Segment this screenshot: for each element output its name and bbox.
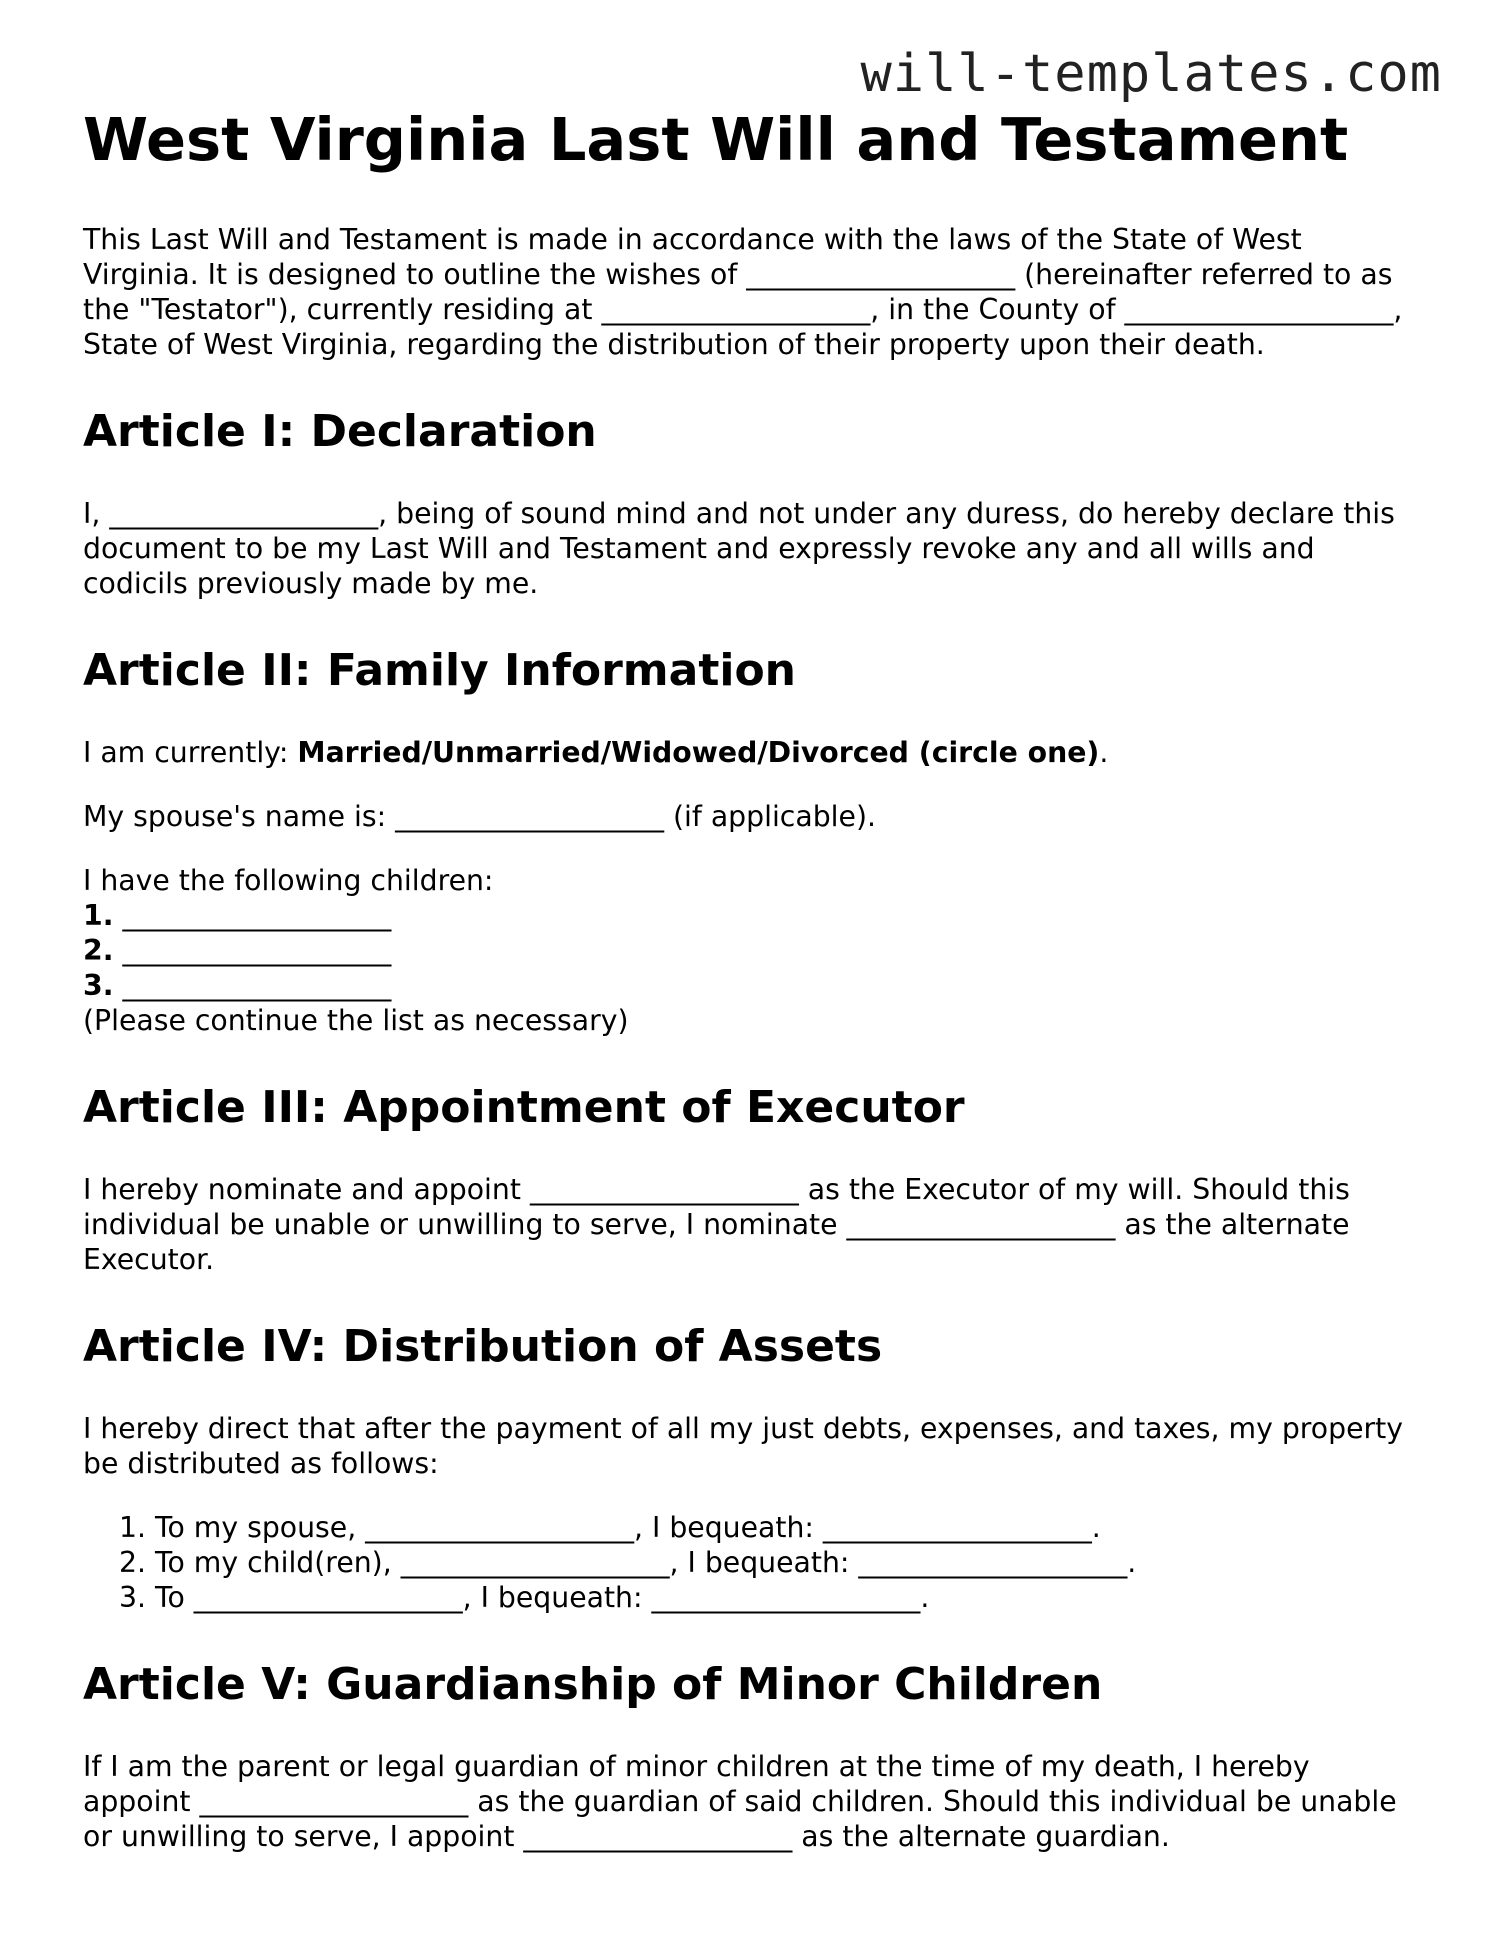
watermark: will-templates.com: [860, 44, 1442, 104]
article-5-heading: Article V: Guardianship of Minor Children: [83, 1659, 1103, 1710]
document-title: West Virginia Last Will and Testament: [83, 105, 1349, 174]
article-5-text: If I am the parent or legal guardian of minor children at the time of my death, I hereby appoint ___________________ as the guardian of said children. Should this individual be unable or unwilling to serve, I appoint ___________________ as the alternate guardian.: [83, 1750, 1397, 1853]
children-intro: I have the following children:: [83, 864, 494, 897]
child-item: [83, 898, 1423, 933]
article-3-heading: Article III: Appointment of Executor: [83, 1082, 965, 1133]
child-number: 1.: [83, 899, 114, 932]
marital-status-prefix: I am currently:: [83, 736, 298, 769]
document-body: [83, 100, 1423, 1896]
child-item: [83, 933, 1423, 968]
article-4-heading: Article IV: Distribution of Assets: [83, 1321, 883, 1372]
list-item-number: 2.: [119, 1546, 146, 1579]
asset-distribution-list: [83, 1510, 1423, 1615]
intro-paragraph: This Last Will and Testament is made in accordance with the laws of the State of West Virginia. It is designed to outline the wishes of ___________________ (hereinafter referred to as the "Testator"), currently residing at ___________________, in the County of ___________________, State of West Virginia, regarding the distribution of their property upon their death.: [83, 223, 1403, 361]
list-item-text: To my spouse, ___________________, I bequeath: ___________________.: [155, 1511, 1101, 1544]
child-blank: ___________________: [122, 934, 392, 967]
article-1-text: I, ___________________, being of sound mind and not under any duress, do hereby declare this document to be my Last Will and Testament and expressly revoke any and all wills and codicils previously made by me.: [83, 497, 1395, 600]
children-note: (Please continue the list as necessary): [83, 1004, 629, 1037]
child-number: 3.: [83, 969, 114, 1002]
marital-status-suffix: .: [1099, 736, 1109, 769]
list-item-number: 1.: [119, 1511, 146, 1544]
spouse-name-line: My spouse's name is: ___________________ (if applicable).: [83, 800, 876, 833]
article-4-text: I hereby direct that after the payment of all my just debts, expenses, and taxes, my property be distributed as follows:: [83, 1412, 1403, 1480]
list-item: [83, 1510, 1423, 1545]
article-1-heading: Article I: Declaration: [83, 406, 597, 457]
marital-status-line: [83, 735, 1423, 770]
list-item-text: To ___________________, I bequeath: ___________________.: [155, 1581, 930, 1614]
list-item: [83, 1580, 1423, 1615]
list-item: [83, 1545, 1423, 1580]
marital-status-options: Married/Unmarried/Widowed/Divorced (circle one): [297, 736, 1100, 769]
article-2-heading: Article II: Family Information: [83, 645, 797, 696]
child-number: 2.: [83, 934, 114, 967]
list-item-text: To my child(ren), ___________________, I bequeath: ___________________.: [155, 1546, 1137, 1579]
list-item-number: 3.: [119, 1581, 146, 1614]
child-blank: ___________________: [122, 969, 392, 1002]
child-blank: ___________________: [122, 899, 392, 932]
article-3-text: I hereby nominate and appoint ___________________ as the Executor of my will. Should this individual be unable or unwilling to serve, I nominate ___________________ as the alternate Executor.: [83, 1173, 1350, 1276]
child-item: [83, 968, 1423, 1003]
